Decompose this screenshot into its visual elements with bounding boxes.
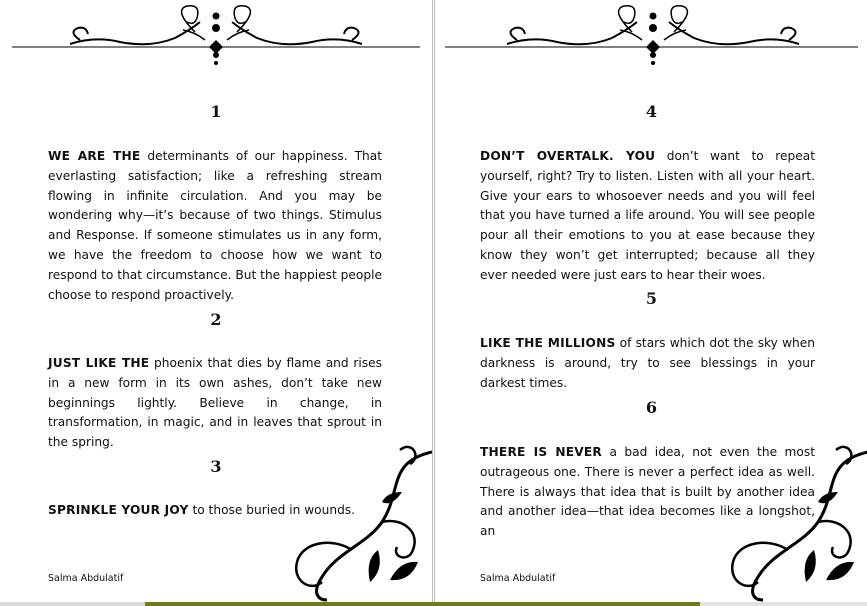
- section-text-1: determinants of our happiness. That everlasting satisfaction; like a refreshing stream flowing in infinite circulation. And you may be wondering why—it’s because of two things. Stimulus and Response. If someone stimulates us in any form, we have the freedom to choose how we want to respond to that circumstance. But the happiest people choose to respond proactively.: [48, 149, 382, 302]
- section-lead-4: DON’T OVERTALK. YOU: [480, 149, 656, 163]
- section-text-2: phoenix that dies by flame and rises in a new form in its own ashes, don’t take new beginnings lightly. Believe in change, in transformation, in magic, and in leaves that sprout in the spring.: [48, 356, 382, 450]
- author-name: Salma Abdulatif: [48, 573, 124, 584]
- bottom-scroll-strip[interactable]: [0, 602, 867, 606]
- section-paragraph-1: [48, 147, 382, 305]
- section-paragraph-5: [480, 334, 815, 393]
- flourish-scroll-icon: [435, 0, 867, 70]
- author-name: Salma Abdulatif: [480, 573, 556, 584]
- section-number-1: 1: [210, 102, 222, 121]
- section-lead-6: THERE IS NEVER: [480, 445, 602, 459]
- section-number-5: 5: [645, 289, 658, 308]
- right-page: [434, 0, 867, 602]
- section-lead-5: LIKE THE MILLIONS: [480, 336, 616, 350]
- section-text-4: don’t want to repeat yourself, right? Try to listen. Listen with all your heart. Give your ears to whosoever needs and you will feel that you have turned a life around. You will see people pour all their emotions to you at ease because they know they won’t get interrupted; because all they ever needed were just ears to hear their woes.: [480, 149, 815, 282]
- section-text-5: of stars which dot the sky when darkness is around, try to see blessings in your darkest times.: [480, 336, 815, 390]
- swirl-vine-icon: [718, 432, 867, 602]
- section-text-6: a bad idea, not even the most outrageous one. There is never a perfect idea as well. There is always that idea that is built by another idea and another idea—that idea becomes like a longshot, an: [480, 445, 815, 539]
- section-lead-2: JUST LIKE THE: [48, 356, 150, 370]
- section-paragraph-4: [480, 147, 815, 286]
- section-number-6: 6: [645, 398, 658, 417]
- swirl-vine-icon: [282, 432, 432, 602]
- section-number-2: 2: [210, 310, 222, 329]
- section-number-3: 3: [210, 457, 222, 476]
- section-lead-3: SPRINKLE YOUR JOY: [48, 503, 189, 517]
- flourish-scroll-icon: [0, 0, 432, 70]
- section-lead-1: WE ARE THE: [48, 149, 141, 163]
- section-text-3: to those buried in wounds.: [188, 503, 356, 517]
- left-page: [0, 0, 433, 602]
- section-number-4: 4: [645, 102, 658, 121]
